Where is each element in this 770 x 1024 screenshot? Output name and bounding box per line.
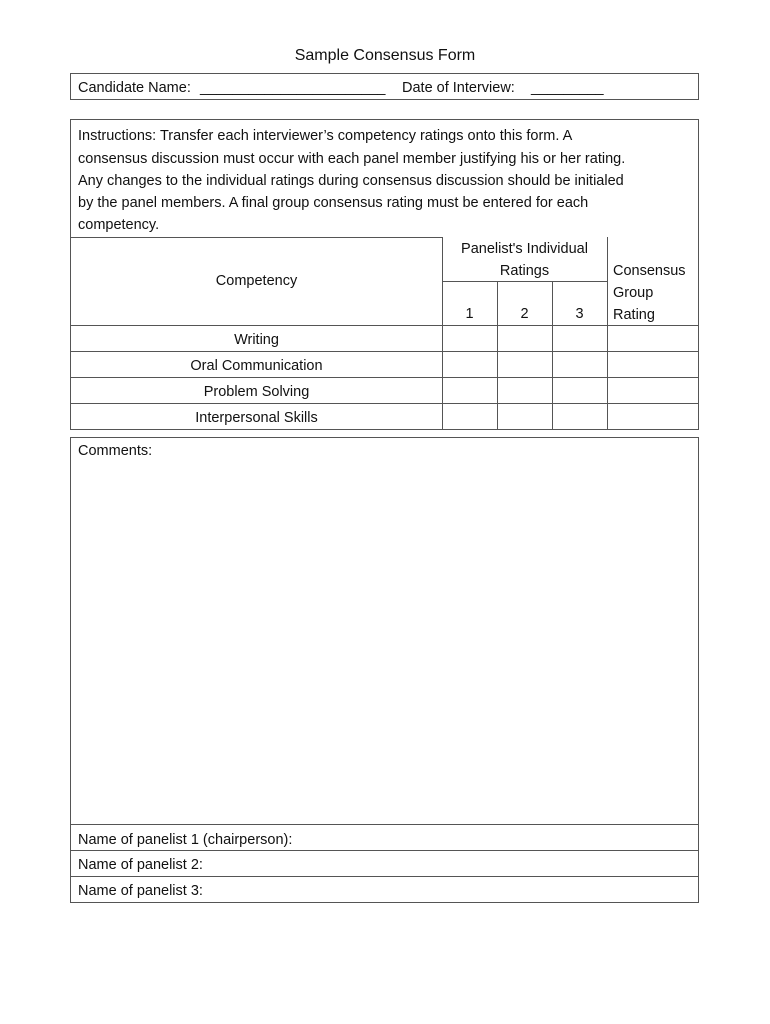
panelist-1-label: Name of panelist 1 (chairperson): xyxy=(78,832,293,848)
rating-cell-interpersonal-2[interactable] xyxy=(498,404,552,429)
rating-cell-writing-consensus[interactable] xyxy=(608,326,698,351)
instructions-and-ratings-box xyxy=(70,119,699,430)
rating-cell-interpersonal-3[interactable] xyxy=(553,404,607,429)
table-top-line xyxy=(71,237,442,238)
consensus-header-line-3: Rating xyxy=(613,307,655,323)
rating-cell-problem-2[interactable] xyxy=(498,378,552,403)
rating-cell-writing-2[interactable] xyxy=(498,326,552,351)
instructions-line-1: Instructions: Transfer each interviewer’s competency ratings onto this form. A xyxy=(78,128,573,144)
rating-cell-interpersonal-1[interactable] xyxy=(443,404,497,429)
rating-cell-oral-consensus[interactable] xyxy=(608,352,698,377)
rating-cell-writing-3[interactable] xyxy=(553,326,607,351)
date-of-interview-label: Date of Interview: xyxy=(402,80,515,96)
comments-label: Comments: xyxy=(78,443,153,459)
rating-cell-oral-1[interactable] xyxy=(443,352,497,377)
instructions-line-3: Any changes to the individual ratings during consensus discussion should be initialed xyxy=(78,173,624,189)
panelist-2-header: 2 xyxy=(520,306,529,322)
competency-header: Competency xyxy=(215,273,298,289)
rating-cell-oral-2[interactable] xyxy=(498,352,552,377)
panelist-3-header: 3 xyxy=(575,306,584,322)
competency-row-oral-communication: Oral Communication xyxy=(190,358,323,374)
panelist-3-name-field[interactable] xyxy=(231,877,698,902)
consensus-header-line-2: Group xyxy=(613,285,654,301)
rating-cell-oral-3[interactable] xyxy=(553,352,607,377)
panelist-2-label: Name of panelist 2: xyxy=(78,857,203,873)
competency-row-interpersonal-skills: Interpersonal Skills xyxy=(195,410,318,426)
rating-cell-writing-1[interactable] xyxy=(443,326,497,351)
panelist-3-label: Name of panelist 3: xyxy=(78,883,203,899)
rating-cell-problem-1[interactable] xyxy=(443,378,497,403)
competency-row-writing: Writing xyxy=(234,332,279,348)
candidate-name-label: Candidate Name: xyxy=(78,80,191,96)
competency-row-problem-solving: Problem Solving xyxy=(203,384,310,400)
panelist-1-name-field[interactable] xyxy=(331,825,698,850)
consensus-header-line-1: Consensus xyxy=(613,263,686,279)
candidate-info-box xyxy=(70,73,699,100)
panelist-1-header: 1 xyxy=(465,306,474,322)
date-of-interview-field[interactable]: _________ xyxy=(531,80,604,96)
form-title: Sample Consensus Form xyxy=(294,47,476,64)
rating-cell-interpersonal-consensus[interactable] xyxy=(608,404,698,429)
panelist-ratings-header-line-2: Ratings xyxy=(499,263,550,279)
instructions-line-5: competency. xyxy=(78,217,160,233)
instructions-line-2: consensus discussion must occur with each panel member justifying his or her rating. xyxy=(78,151,626,167)
panelist-2-name-field[interactable] xyxy=(231,851,698,876)
comments-and-panelists-box xyxy=(70,437,699,903)
rating-cell-problem-3[interactable] xyxy=(553,378,607,403)
rating-cell-problem-consensus[interactable] xyxy=(608,378,698,403)
candidate-name-field[interactable]: _______________________ xyxy=(200,80,386,96)
panelist-ratings-header-line-1: Panelist's Individual xyxy=(461,241,588,257)
comments-area[interactable] xyxy=(71,463,698,824)
instructions-line-4: by the panel members. A final group consensus rating must be entered for each xyxy=(78,195,589,211)
